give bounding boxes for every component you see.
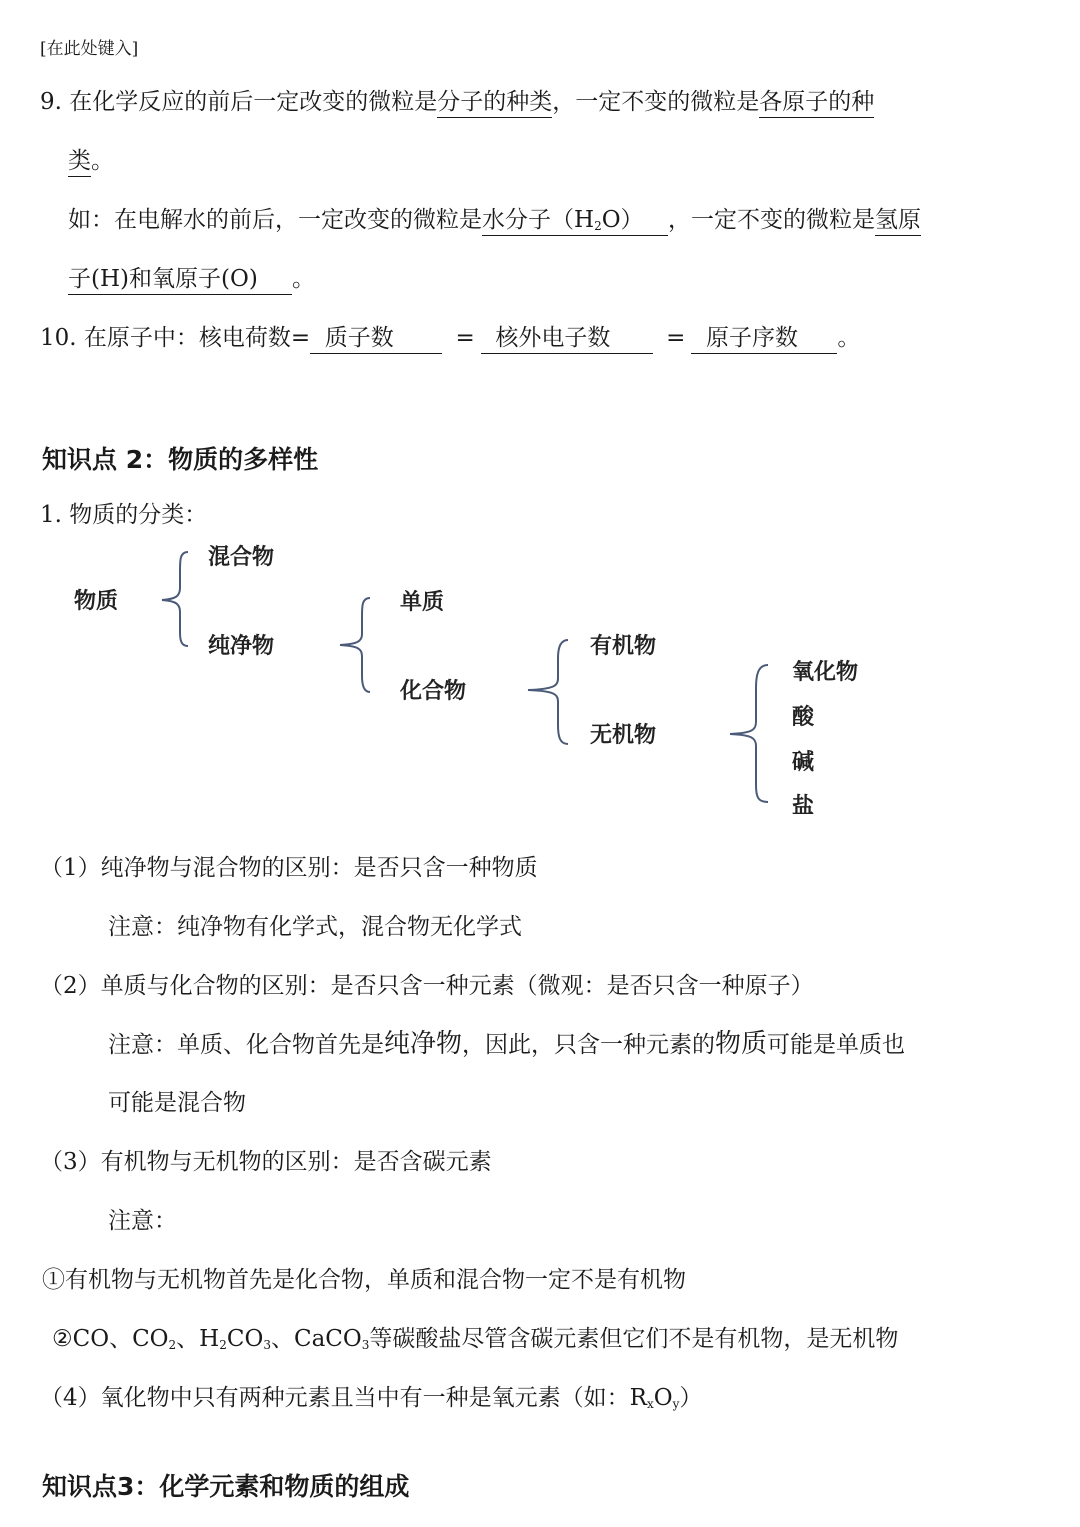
- brace-pure: [340, 598, 370, 692]
- node-organic: 有机物: [590, 634, 657, 659]
- item-10: 10. 在原子中：核电荷数= 质子数 = 核外电子数 = 原子序数 。: [40, 323, 860, 354]
- header-placeholder: [在此处键入]: [40, 39, 139, 59]
- node-element: 单质: [400, 590, 445, 615]
- classification-tree: [0, 530, 1080, 830]
- note-1: ①有机物与无机物首先是化合物，单质和混合物一定不是有机物: [42, 1267, 686, 1293]
- blank-atomic-number: 原子序数: [691, 324, 837, 354]
- point-2-note-cont: 可能是混合物: [108, 1090, 246, 1116]
- point-3: （3）有机物与无机物的区别：是否含碳元素: [40, 1149, 492, 1175]
- section-2-title: 知识点 2：物质的多样性: [42, 445, 319, 474]
- node-mixture: 混合物: [208, 545, 275, 570]
- item-9-example: 如：在电解水的前后，一定改变的微粒是水分子$(H_2O)$ ，一定不变的微粒是氢原: [68, 205, 921, 236]
- blank-electron-number: 核外电子数: [481, 324, 653, 354]
- node-pure: 纯净物: [208, 634, 275, 659]
- blank-atoms-b: 子(H)和氧原子(O): [68, 265, 292, 295]
- point-2: （2）单质与化合物的区别：是否只含一种元素（微观：是否只含一种原子）: [40, 973, 814, 999]
- point-1-note: 注意：纯净物有化学式，混合物无化学式: [108, 914, 522, 940]
- point-1: （1）纯净物与混合物的区别：是否只含一种物质: [40, 855, 538, 881]
- node-base: 碱: [792, 750, 815, 775]
- node-acid: 酸: [792, 705, 815, 730]
- node-oxide: 氧化物: [792, 660, 859, 685]
- brace-inorganic: [730, 665, 768, 802]
- note-2: ②CO、$CO_2$、$H_2CO_3$、CaCO$_3$等碳酸盐尽管含碳元素但它们不是有机物，是无机物: [52, 1326, 899, 1352]
- point-2-note: 注意：单质、化合物首先是纯净物，因此，只含一种元素的物质可能是单质也: [108, 1029, 906, 1059]
- blank-proton-number: 质子数: [310, 324, 442, 354]
- item-9-line1: 9. 在化学反应的前后一定改变的微粒是分子的种类，一定不变的微粒是各原子的种: [40, 87, 874, 118]
- brace-compound: [528, 640, 568, 744]
- point-4: （4）氧化物中只有两种元素且当中有一种是氧元素（如：$R_xO_y$）: [40, 1385, 703, 1411]
- blank-atoms-a: 氢原: [875, 206, 921, 236]
- blank-unchanged-particle-b: 类: [68, 147, 91, 177]
- blank-water-molecule: 水分子$(H_2O)$: [482, 206, 668, 236]
- section-3-title: 知识点3：化学元素和物质的组成: [42, 1472, 410, 1501]
- classification-label: 1. 物质的分类：: [40, 502, 208, 528]
- blank-changed-particle: 分子的种类: [437, 88, 552, 118]
- node-salt: 盐: [792, 794, 815, 819]
- node-inorganic: 无机物: [590, 723, 657, 748]
- brace-root: [162, 552, 188, 646]
- item-9-example-cont: 子(H)和氧原子(O) 。: [68, 264, 315, 295]
- node-root: 物质: [74, 589, 119, 614]
- node-compound: 化合物: [400, 679, 467, 704]
- item-9-line2: 类。: [68, 146, 114, 177]
- blank-unchanged-particle-a: 各原子的种: [759, 88, 874, 118]
- point-3-note: 注意：: [108, 1208, 177, 1234]
